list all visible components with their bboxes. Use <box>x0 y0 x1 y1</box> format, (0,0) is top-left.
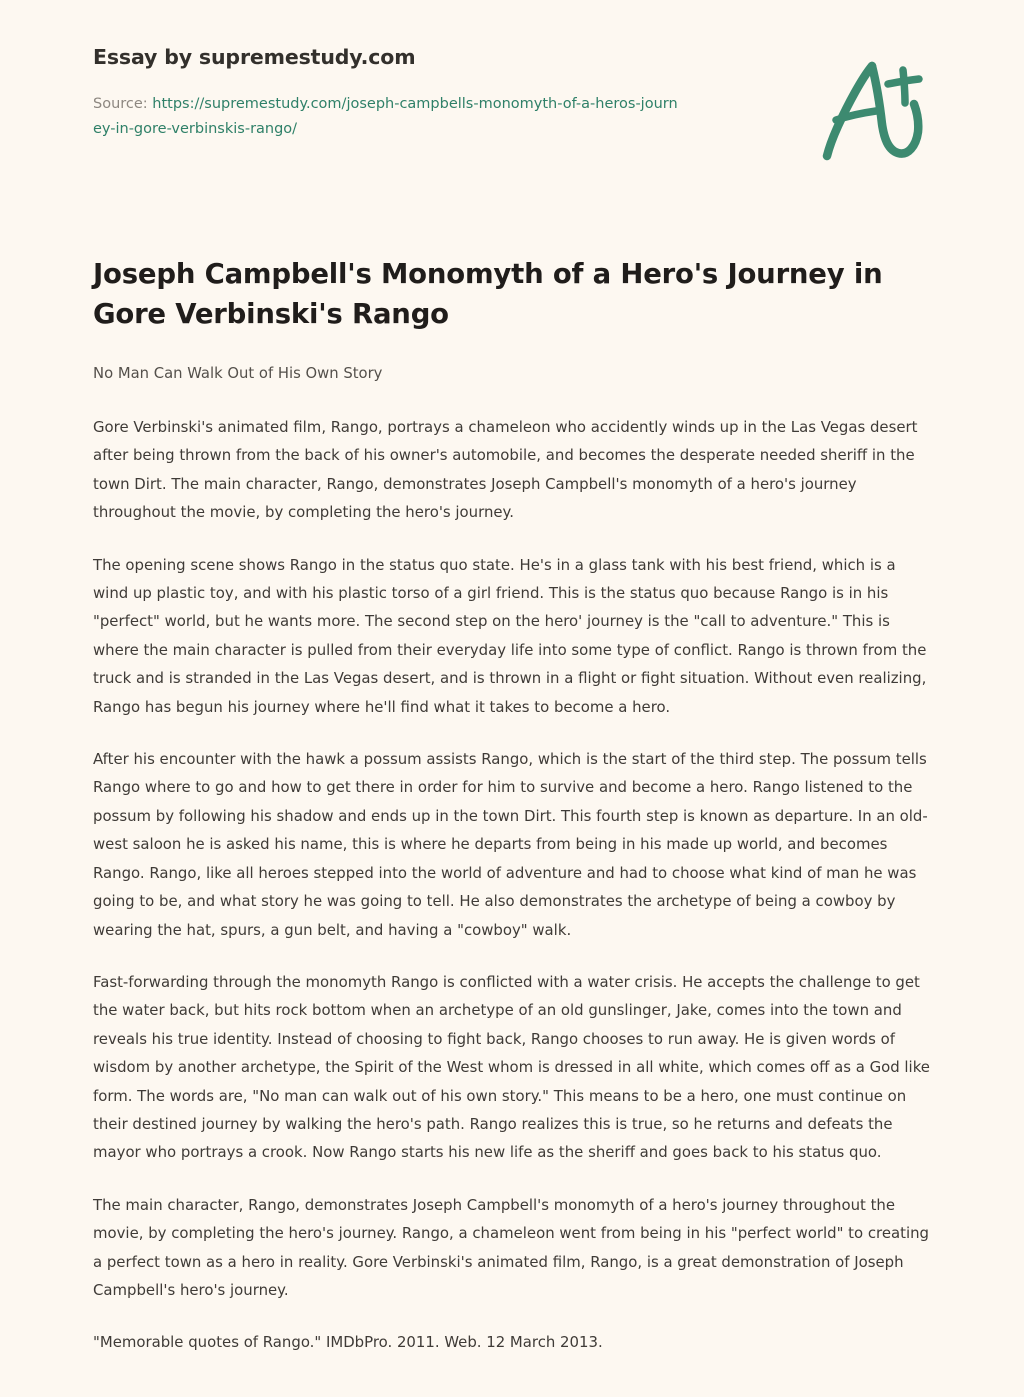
article-citation: "Memorable quotes of Rango." IMDbPro. 2011. Web. 12 March 2013. <box>93 1333 603 1352</box>
article-paragraph: Gore Verbinski's animated film, Rango, portrays a chameleon who accidently winds up in the Las Vegas desert after being thrown from the back of his owner's automobile, and becomes the desperate needed sheriff in the town Dirt. The main character, Rango, demonstrates Joseph Campbell's monomyth of a hero's journey throughout the movie, by completing the hero's journey. <box>93 418 918 522</box>
a-plus-logo-icon <box>818 58 936 164</box>
article-paragraph: Fast-forwarding through the monomyth Rango is conflicted with a water crisis. He accepts the challenge to get the water back, but hits rock bottom when an archetype of an old gunslinger, Jake, comes into the town and reveals his true identity. Instead of choosing to fight back, Rango chooses to run away. He is given words of wisdom by another archetype, the Spirit of the West whom is dressed in all white, which comes off as a God like form. The words are, "No man can walk out of his own story." This means to be a hero, one must continue on their destined journey by walking the hero's path. Rango realizes this is true, so he returns and defeats the mayor who portrays a crook. Now Rango starts his new life as the sheriff and goes back to his status quo. <box>93 972 930 1162</box>
site-attribution: Essay by supremestudy.com <box>93 45 416 69</box>
page-header <box>0 0 1024 196</box>
article <box>0 254 1024 1397</box>
article-paragraph: After his encounter with the hawk a possum assists Rango, which is the start of the third step. The possum tells Rango where to go and how to get there in order for him to survive and become a hero. Rango listened to the possum by following his shadow and ends up in the town Dirt. This fourth step is known as departure. In an old-west saloon he is asked his name, this is where he departs from being in his made up world, and becomes Rango. Rango, like all heroes stepped into the world of adventure and had to choose what kind of man he was going to be, and what story he was going to tell. He also demonstrates the archetype of being a cowboy by wearing the hat, spurs, a gun belt, and having a "cowboy" walk. <box>93 750 928 939</box>
page-title: Joseph Campbell's Monomyth of a Hero's Journey in Gore Verbinski's Rango <box>93 258 883 330</box>
source-label: Source: <box>93 95 153 112</box>
source-url-link[interactable]: https://supremestudy.com/joseph-campbells-monomyth-of-a-heros-journey-in-gore-verbinskis-rango/ <box>93 95 678 137</box>
a-plus-logo <box>818 58 936 164</box>
article-body <box>93 413 930 1357</box>
article-subtitle: No Man Can Walk Out of His Own Story <box>93 365 383 382</box>
source-line <box>93 92 683 142</box>
article-paragraph: The main character, Rango, demonstrates Joseph Campbell's monomyth of a hero's journey throughout the movie, by completing the hero's journey. Rango, a chameleon went from being in his "perfect world" to creating a perfect town as a hero in reality. Gore Verbinski's animated film, Rango, is a great demonstration of Joseph Campbell's hero's journey. <box>93 1195 929 1299</box>
article-paragraph: The opening scene shows Rango in the status quo state. He's in a glass tank with his best friend, which is a wind up plastic toy, and with his plastic torso of a girl friend. This is the status quo because Rango is in his "perfect" world, but he wants more. The second step on the hero' journey is the "call to adventure." This is where the main character is pulled from their everyday life into some type of conflict. Rango is thrown from the truck and is stranded in the Las Vegas desert, and is thrown in a flight or fight situation. Without even realizing, Rango has begun his journey where he'll find what it takes to become a hero. <box>93 555 927 716</box>
